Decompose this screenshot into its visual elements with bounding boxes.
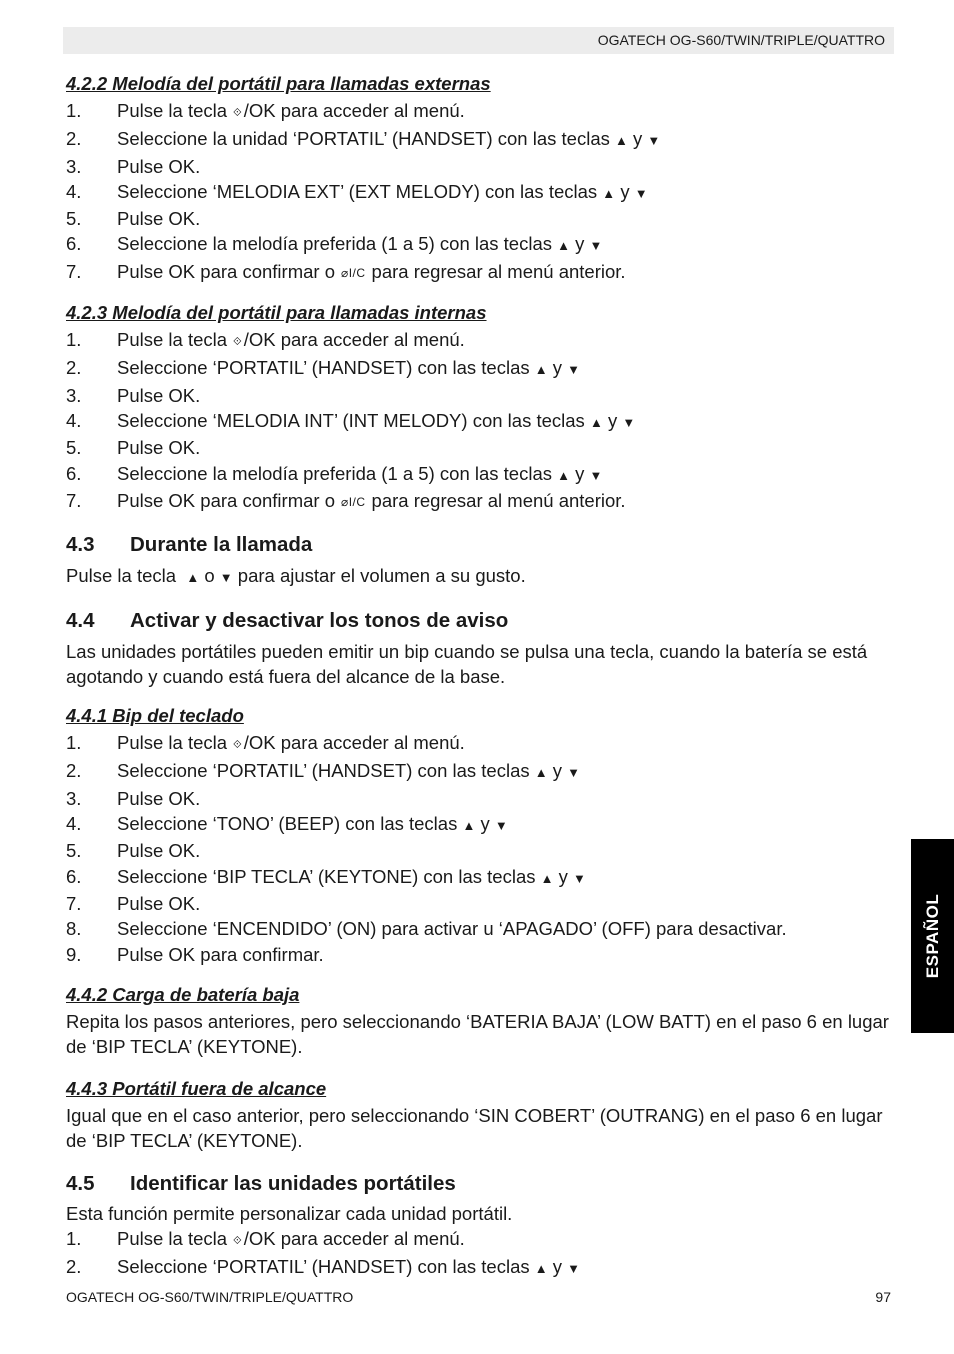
up-arrow-icon: ▲ bbox=[534, 362, 548, 378]
up-arrow-icon: ▲ bbox=[589, 414, 603, 430]
list-item: 6. Seleccione la melodía preferida (1 a 5) con las teclas ▲ y ▼ bbox=[66, 233, 603, 255]
subsection-title-4-4-2: 4.4.2 Carga de batería baja bbox=[66, 983, 300, 1005]
down-arrow-icon: ▼ bbox=[647, 133, 661, 149]
down-arrow-icon: ▼ bbox=[567, 362, 581, 378]
down-arrow-icon: ▼ bbox=[494, 818, 508, 834]
section-title-4-3: 4.3 Durante la llamada bbox=[66, 533, 313, 557]
menu-key-icon: ⟐ bbox=[233, 336, 242, 349]
subsection-title-4-4-1: 4.4.1 Bip del teclado bbox=[66, 705, 244, 727]
down-arrow-icon: ▼ bbox=[634, 185, 648, 201]
section-text-4-4: Las unidades portátiles pueden emitir un bip cuando se pulsa una tecla, cuando la batería se está agotando y cuando está fuera del alcance de la base. bbox=[66, 641, 868, 688]
list-item: 1. Pulse la tecla ⟐ /OK para acceder al menú. bbox=[66, 1226, 896, 1254]
page-header bbox=[63, 27, 894, 54]
intercom-clear-key-icon: ⌀I/C bbox=[340, 494, 366, 509]
up-arrow-icon: ▲ bbox=[534, 1261, 548, 1277]
up-arrow-icon: ▲ bbox=[540, 870, 554, 886]
up-arrow-icon: ▲ bbox=[602, 185, 616, 201]
list-item: 9. Pulse OK para confirmar. bbox=[66, 943, 324, 965]
language-tab-label: ESPAÑOL bbox=[922, 893, 942, 979]
list-item: 4. Seleccione ‘MELODIA INT’ (INT MELODY) con las teclas ▲ y ▼ bbox=[66, 409, 636, 431]
list-item: 7. Pulse OK para confirmar o ⌀I/C para regresar al menú anterior. bbox=[66, 488, 896, 515]
up-arrow-icon: ▲ bbox=[615, 133, 628, 149]
up-arrow-icon: ▲ bbox=[557, 238, 571, 254]
down-arrow-icon: ▼ bbox=[589, 238, 603, 254]
list-item: 4. Seleccione ‘TONO’ (BEEP) con las teclas ▲ y ▼ bbox=[66, 813, 508, 835]
section-text-4-5: Esta función permite personalizar cada unidad portátil. bbox=[66, 1202, 513, 1224]
list-item: 6. Seleccione ‘BIP TECLA’ (KEYTONE) con las teclas ▲ y ▼ bbox=[66, 865, 586, 887]
list-item: 2. Seleccione ‘PORTATIL’ (HANDSET) con las teclas ▲ y ▼ bbox=[66, 1256, 581, 1278]
steps-list-4-4-1 bbox=[66, 730, 896, 967]
list-item: 7. Pulse OK para confirmar o ⌀I/C para regresar al menú anterior. bbox=[66, 259, 896, 286]
down-arrow-icon: ▼ bbox=[622, 414, 636, 430]
list-item: 4. Seleccione ‘MELODIA EXT’ (EXT MELODY) con las teclas ▲ y ▼ bbox=[66, 180, 648, 202]
list-item: 2. Seleccione ‘PORTATIL’ (HANDSET) con las teclas ▲ y ▼ bbox=[66, 760, 581, 782]
subsection-text-4-4-2: Repita los pasos anteriores, pero seleccionando ‘BATERIA BAJA’ (LOW BATT) en el paso 6 en lugar de ‘BIP TECLA’ (KEYTONE). bbox=[66, 1010, 889, 1057]
intercom-clear-key-icon: ⌀I/C bbox=[340, 265, 366, 280]
page-content bbox=[66, 71, 896, 1281]
page-number: 97 bbox=[875, 1289, 891, 1305]
list-item: 8. Seleccione ‘ENCENDIDO’ (ON) para activar u ‘APAGADO’ (OFF) para desactivar. bbox=[66, 918, 787, 940]
section-text-4-3: Pulse la tecla ▲ o ▼ para ajustar el volumen a su gusto. bbox=[66, 565, 526, 587]
up-arrow-icon: ▲ bbox=[462, 818, 476, 834]
list-item: 5. Pulse OK. bbox=[66, 208, 201, 230]
list-item: 5. Pulse OK. bbox=[66, 437, 201, 459]
up-arrow-icon: ▲ bbox=[534, 765, 548, 781]
up-arrow-icon: ▲ bbox=[186, 570, 200, 586]
list-item: 2. Seleccione ‘PORTATIL’ (HANDSET) con las teclas ▲ y ▼ bbox=[66, 357, 581, 379]
list-item: 5. Pulse OK. bbox=[66, 840, 201, 862]
subsection-title-4-4-3: 4.4.3 Portátil fuera de alcance bbox=[66, 1077, 327, 1099]
steps-list-4-2-3 bbox=[66, 327, 896, 515]
steps-list-4-5 bbox=[66, 1226, 896, 1282]
section-title-4-4: 4.4 Activar y desactivar los tonos de aviso bbox=[66, 609, 509, 633]
footer-title: OGATECH OG-S60/TWIN/TRIPLE/QUATTRO bbox=[66, 1289, 354, 1305]
list-item: 1. Pulse la tecla ⟐ /OK para acceder al menú. bbox=[66, 730, 896, 758]
down-arrow-icon: ▼ bbox=[573, 870, 586, 886]
list-item: 6. Seleccione la melodía preferida (1 a 5) con las teclas ▲ y ▼ bbox=[66, 462, 603, 484]
subsection-title-4-2-3: 4.2.3 Melodía del portátil para llamadas internas bbox=[66, 302, 487, 324]
list-item: 1. Pulse la tecla ⟐ /OK para acceder al menú. bbox=[66, 98, 896, 126]
down-arrow-icon: ▼ bbox=[567, 1261, 581, 1277]
down-arrow-icon: ▼ bbox=[589, 467, 603, 483]
list-item: 3. Pulse OK. bbox=[66, 384, 201, 406]
down-arrow-icon: ▼ bbox=[567, 765, 581, 781]
list-item: 2. Seleccione la unidad ‘PORTATIL’ (HANDSET) con las teclas ▲ y ▼ bbox=[66, 128, 661, 150]
menu-key-icon: ⟐ bbox=[233, 739, 242, 752]
up-arrow-icon: ▲ bbox=[557, 467, 571, 483]
language-tab bbox=[911, 839, 954, 1033]
list-item: 3. Pulse OK. bbox=[66, 787, 201, 809]
steps-list-4-2-2 bbox=[66, 98, 896, 286]
list-item: 3. Pulse OK. bbox=[66, 155, 201, 177]
subsection-text-4-4-3: Igual que en el caso anterior, pero seleccionando ‘SIN COBERT’ (OUTRANG) en el paso 6 en lugar de ‘BIP TECLA’ (KEYTONE). bbox=[66, 1104, 883, 1151]
header-title: OGATECH OG-S60/TWIN/TRIPLE/QUATTRO bbox=[597, 32, 885, 48]
subsection-title-4-2-2: 4.2.2 Melodía del portátil para llamadas externas bbox=[66, 73, 491, 94]
down-arrow-icon: ▼ bbox=[219, 570, 233, 586]
list-item: 1. Pulse la tecla ⟐ /OK para acceder al menú. bbox=[66, 327, 896, 355]
section-title-4-5: 4.5 Identificar las unidades portátiles bbox=[66, 1171, 456, 1195]
menu-key-icon: ⟐ bbox=[233, 107, 242, 119]
list-item: 7. Pulse OK. bbox=[66, 892, 201, 914]
menu-key-icon: ⟐ bbox=[233, 1234, 242, 1247]
